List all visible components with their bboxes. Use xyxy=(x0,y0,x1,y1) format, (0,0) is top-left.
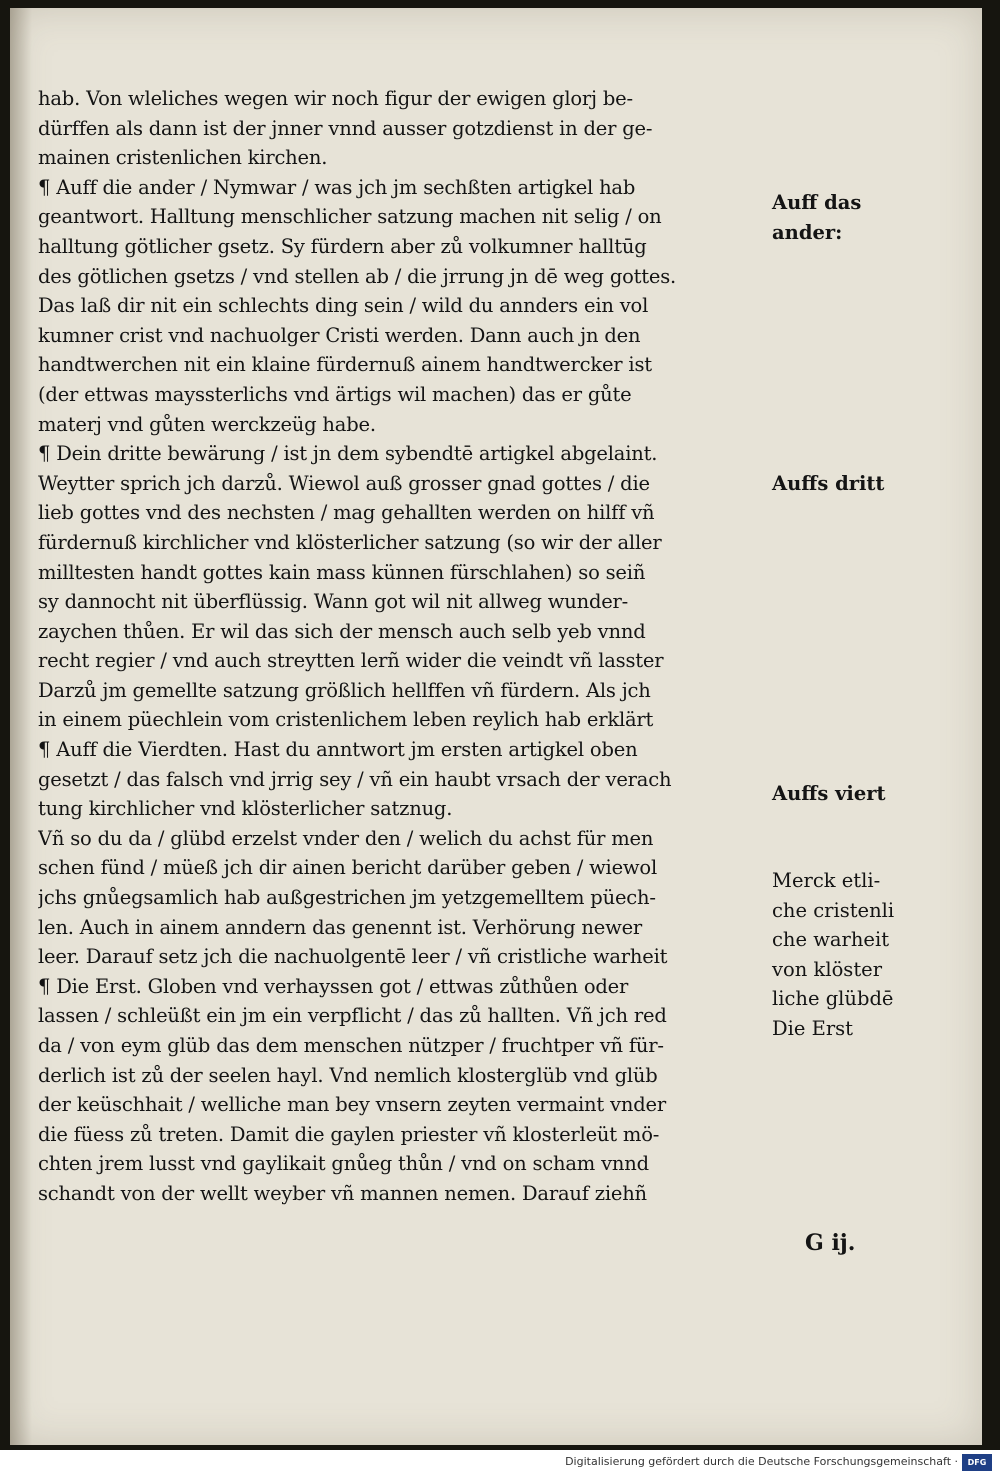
scanned-page xyxy=(10,8,982,1445)
text-line: jchs gnůegsamlich hab außgestrichen jm yetzgemelltem püech- xyxy=(38,886,656,910)
text-line: mainen cristenlichen kirchen. xyxy=(38,146,328,170)
text-line: in einem püechlein vom cristenlichem leben reylich hab erklärt xyxy=(38,708,654,732)
text-line: tung kirchlicher vnd klösterlicher satznug. xyxy=(38,797,453,821)
marginal-line: von klöster xyxy=(772,957,883,981)
text-line: zaychen thůen. Er wil das sich der mensch auch selb yeb vnnd xyxy=(38,619,646,643)
signature-mark: G ij. xyxy=(805,1230,856,1256)
text-line: ¶ Auff die ander / Nymwar / was jch jm sechßten artigkel hab xyxy=(38,175,636,199)
text-line: chten jrem lusst vnd gaylikait gnůeg thůn / vnd on scham vnnd xyxy=(38,1152,649,1176)
text-line: geantwort. Halltung menschlicher satzung machen nit selig / on xyxy=(38,205,662,229)
text-line: gesetzt / das falsch vnd jrrig sey / vñ ein haubt vrsach der verach xyxy=(38,767,672,791)
marginal-line: che warheit xyxy=(772,928,890,952)
text-line: recht regier / vnd auch streytten lerñ wider die veindt vñ lasster xyxy=(38,649,664,673)
text-line: Weytter sprich jch darzů. Wiewol auß grosser gnad gottes / die xyxy=(38,471,650,495)
marginal-line: Die Erst xyxy=(772,1016,854,1040)
text-line: lassen / schleüßt ein jm ein verpflicht / das zů hallten. Vñ jch red xyxy=(38,1004,667,1028)
text-line: des götlichen gsetzs / vnd stellen ab / die jrrung jn dē weg gottes. xyxy=(38,264,677,288)
text-line: (der ettwas mayssterlichs vnd ärtigs wil machen) das er gůte xyxy=(38,382,632,406)
text-line: Darzů jm gemellte satzung größlich hellffen vñ fürdern. Als jch xyxy=(38,678,651,702)
marginal-note-viert xyxy=(772,779,967,809)
text-line: ¶ Die Erst. Globen vnd verhayssen got / ettwas zůthůen oder xyxy=(38,974,629,998)
text-line: materj vnd gůten werckzeüg habe. xyxy=(38,412,376,436)
text-line: ¶ Auff die Vierdten. Hast du anntwort jm ersten artigkel oben xyxy=(38,738,638,762)
marginal-line: Auffs dritt xyxy=(772,472,885,495)
marginal-line: Merck etli- xyxy=(772,869,881,892)
marginal-line: Auffs viert xyxy=(772,782,886,805)
text-line: dürffen als dann ist der jnner vnnd ausser gotzdienst in der ge- xyxy=(38,116,653,140)
text-line: leer. Darauf setz jch die nachuolgentē leer / vñ cristliche warheit xyxy=(38,945,668,969)
text-line: ¶ Dein dritte bewärung / ist jn dem sybendtē artigkel abgelaint. xyxy=(38,442,658,466)
footer-bar xyxy=(0,1450,1000,1477)
text-line: lieb gottes vnd des nechsten / mag gehallten werden on hilff vñ xyxy=(38,501,655,525)
main-text-block xyxy=(38,84,778,1209)
marginal-line: liche glübdē xyxy=(772,987,894,1011)
marginal-note-dritt xyxy=(772,469,967,499)
marginal-note-merck xyxy=(772,866,967,1044)
funding-notice: Digitalisierung gefördert durch die Deutsche Forschungsgemeinschaft · xyxy=(565,1455,958,1468)
dfg-logo: DFG xyxy=(962,1454,992,1471)
text-line: da / von eym glüb das dem menschen nützper / fruchtper vñ für- xyxy=(38,1034,664,1057)
text-line: derlich ist zů der seelen hayl. Vnd nemlich klosterglüb vnd glüb xyxy=(38,1063,658,1087)
text-line: fürdernuß kirchlicher vnd klösterlicher satzung (so wir der aller xyxy=(38,530,662,554)
text-line: schandt von der wellt weyber vñ mannen nemen. Darauf ziehñ xyxy=(38,1181,647,1205)
text-line: der keüschhait / welliche man bey vnsern zeyten vermaint vnder xyxy=(38,1093,666,1117)
marginal-line: Auff das xyxy=(772,191,862,214)
text-line: die füess zů treten. Damit die gaylen priester vñ klosterleüt mö- xyxy=(38,1122,660,1146)
text-line: kumner crist vnd nachuolger Cristi werden. Dann auch jn den xyxy=(38,323,641,347)
marginal-line: che cristenli xyxy=(772,898,895,922)
text-line: hab. Von wleliches wegen wir noch figur der ewigen glorj be- xyxy=(38,87,633,110)
text-line: milltesten handt gottes kain mass künnen fürschlahen) so seiñ xyxy=(38,560,646,584)
text-line: handtwerchen nit ein klaine fürdernuß ainem handtwercker ist xyxy=(38,353,652,377)
text-line: Das laß dir nit ein schlechts ding sein / wild du annders ein vol xyxy=(38,294,649,318)
text-line: Vñ so du da / glübd erzelst vnder den / welich du achst für men xyxy=(38,826,654,850)
marginal-line: ander: xyxy=(772,220,843,244)
marginal-note-ander xyxy=(772,188,967,247)
text-line: schen fünd / müeß jch dir ainen bericht darüber geben / wiewol xyxy=(38,856,657,880)
text-line: halltung götlicher gsetz. Sy fürdern aber zů volkumner halltūg xyxy=(38,234,647,258)
text-line: len. Auch in ainem anndern das genennt ist. Verhörung newer xyxy=(38,915,643,939)
text-line: sy dannocht nit überflüssig. Wann got wil nit allweg wunder- xyxy=(38,590,629,614)
